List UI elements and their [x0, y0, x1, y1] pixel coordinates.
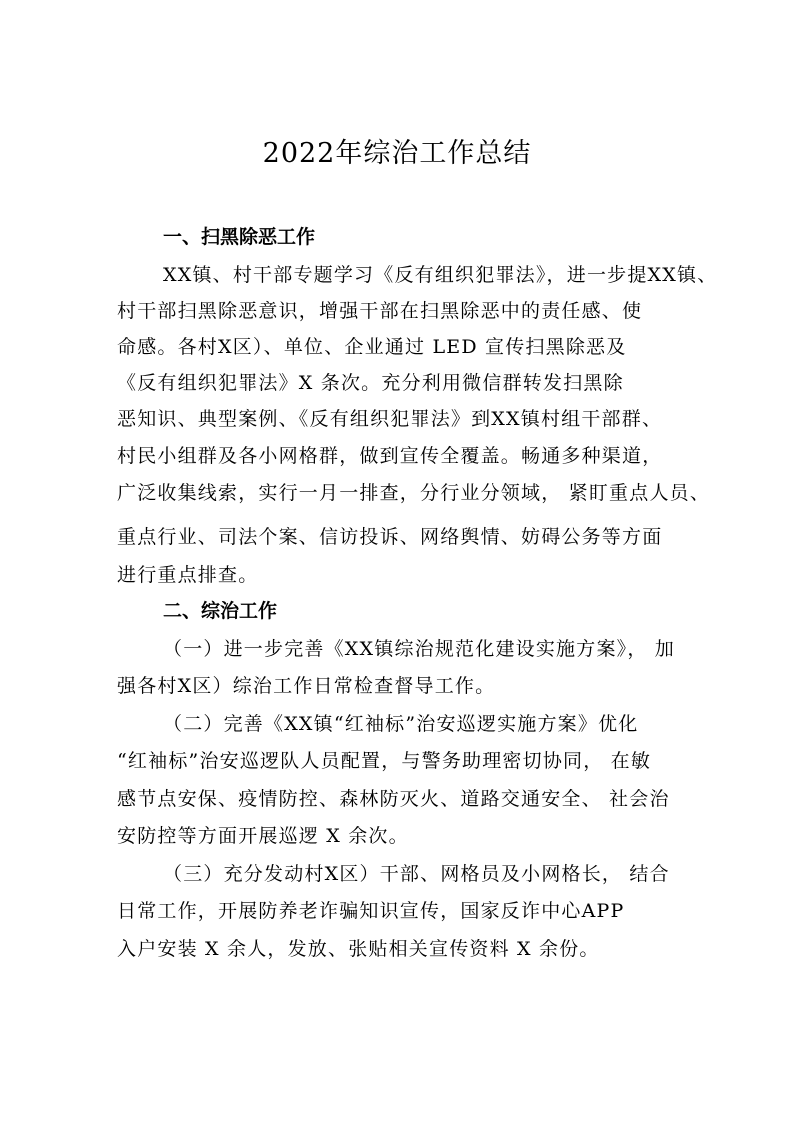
paragraph-line: （二）完善《XX镇“红袖标”治安巡逻实施方案》优化 [163, 713, 639, 735]
section-heading-1: 一、扫黑除恶工作 [163, 226, 316, 248]
paragraph-line: 强各村X区）综治工作日常检查督导工作。 [117, 675, 496, 697]
section-heading-2: 二、综治工作 [163, 600, 278, 622]
paragraph-line: （三）充分发动村X区）干部、网格员及小网格长， 结合 [163, 863, 670, 885]
paragraph-line: 恶知识、典型案例、《反有组织犯罪法》到XX镇村组干部群、 [117, 408, 663, 430]
paragraph-line: 《反有组织犯罪法》X 条次。充分利用微信群转发扫黑除 [117, 372, 624, 394]
paragraph-line: （一）进一步完善《XX镇综治规范化建设实施方案》， 加 [163, 638, 675, 660]
paragraph-line: XX镇、村干部专题学习《反有组织犯罪法》，进一步提XX镇、 [163, 264, 718, 286]
paragraph-line: 村干部扫黑除恶意识，增强干部在扫黑除恶中的责任感、使 [117, 300, 643, 322]
document-title: 2022年综治工作总结 [262, 138, 532, 169]
paragraph-line: 日常工作，开展防养老诈骗知识宣传，国家反诈中心APP [117, 900, 625, 922]
paragraph-line: 入户安装 X 余人，发放、张贴相关宣传资料 X 余份。 [117, 938, 600, 960]
paragraph-line: 重点行业、司法个案、信访投诉、网络舆情、妨碍公务等方面 [117, 526, 663, 548]
paragraph-line: 进行重点排查。 [117, 564, 259, 586]
paragraph-line: 村民小组群及各小网格群，做到宣传全覆盖。畅通多种渠道， [117, 445, 663, 467]
paragraph-line: 广泛收集线索，实行一月一排查，分行业分领域， 紧盯重点人员、 [117, 482, 711, 504]
paragraph-line: 安防控等方面开展巡逻 X 余次。 [117, 825, 409, 847]
paragraph-line: “红袖标”治安巡逻队人员配置，与警务助理密切协同， 在敏 [117, 750, 652, 772]
paragraph-line: 命感。各村X区）、单位、企业通过 LED 宣传扫黑除恶及 [117, 336, 627, 358]
paragraph-line: 感节点安保、疫情防控、森林防灭火、道路交通安全、 社会治 [117, 788, 670, 810]
